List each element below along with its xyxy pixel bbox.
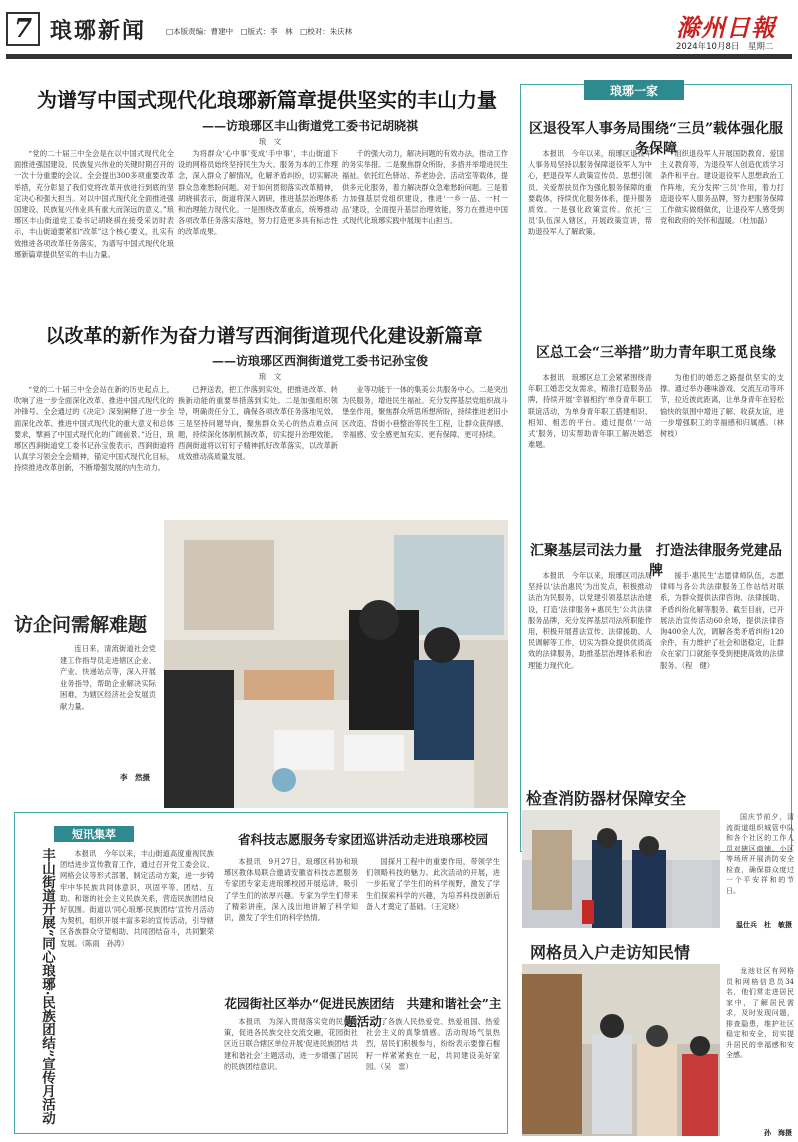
article1-column-2: 为将群众‘心中事’变成‘手中事’，丰山街道下设的网格员始终坚持民生为大、服务为本的工作理念，深入群众了解情况，化解矛盾纠纷，切实解决群众急难愁盼问题。对于如何贯彻落实改革精神，胡晓祺表示，街道将深入调研，推进基层治理体系和治理能力现代化。一是围绕改革重点，统筹推动各项改革任务落实落地，努力打造更多具有标志性的改革成果。 — [178, 149, 338, 237]
short-news2-headline: 省科技志愿服务专家团巡讲活动走进琅琊校园 — [237, 832, 488, 847]
article1-column-1: “党的二十届三中全会是在以中国式现代化全面推进强国建设、民族复兴伟业的关键时期召开的一次十分重要的会议。全会提出300多项重要改革举措，充分彰显了我们党将改革开放进行到底的坚定决心和强大担当。对以中国式现代化全面推进强国建设、民族复兴伟业具有重大而深远的意义。”琅琊区丰山街道党工委书记胡晓祺在接受采访时表示，丰山街道要紧扣“改革”这个核心要义，扎实有效推进各项改革任务落实，为谱写中国式现代化琅琊新篇章提供坚实的丰山力量。 — [14, 149, 174, 259]
visit-photo-image — [164, 520, 508, 808]
visit-photo-title: 访企问需解难题 — [14, 614, 148, 636]
article2-column-1: “党的二十届三中全会站在新的历史起点上，吹响了进一步全面深化改革、推进中国式现代化的冲锋号。全会通过的《决定》深刻阐释了进一步全面深化改革、推进中国式现代化的重大意义和总体要求，擘画了中国式现代化的广阔前景。”近日，琅琊区西涧街道党工委书记孙宝俊表示，西涧街道将认真学习领会全会精神，锚定中国式现代化目标，持续推进改革创新，不断增强发展的内生动力。 — [14, 385, 174, 473]
masthead — [0, 0, 798, 72]
langya-section-tab: 琅琊一家 — [584, 80, 684, 100]
fire-photo-author: 温仕兵 杜 敏摄 — [736, 920, 792, 929]
fire-photo-image — [522, 810, 720, 928]
paper-name: 滁州日報 — [676, 13, 776, 42]
visit-photo-caption: 连日来，清流街道社会党建工作指导员走进辖区企业、产业、快递站点等，深入开展业务指导，帮助企业解决实际困难，为辖区经济社会发展贡献力量。 — [60, 644, 156, 711]
grid-photo-author: 孙 海摄 — [764, 1128, 792, 1137]
short-news2-column-2: 国探月工程中的重要作用，带领学生们领略科技的魅力。此次活动的开展，进一步拓宽了学生们的科学视野，激发了学生们探索科学的兴趣，为培养科技创新后备人才奠定了基础。（王定晓） — [366, 857, 500, 911]
visit-photo-author: 李 然摄 — [120, 773, 150, 782]
short-news3-headline: 花园街社区举办“促进民族团结 共建和谐社会”主题活动 — [224, 996, 502, 1029]
short-news2-column-1: 本报讯 9月27日，琅琊区科协和琅琊区教体局联合邀请安徽省科技志愿服务专家团专家走进琅琊校园开展巡讲，吸引了学生们的浓厚兴趣。专家为学生们带来了精彩讲座，深入浅出地讲解了科学知识，激发了学生们的科学热情。 — [224, 857, 358, 923]
right-article2-column-1: 本报讯 琅琊区总工会紧紧围绕青年职工婚恋交友需求，精准打造服务品牌，持续开展‘幸福相约’单身青年职工联谊活动，为单身青年职工搭建相识、相知、相恋的平台。通过提供‘一站式’服务，切实帮助青年职工解决婚恋难题。 — [528, 373, 652, 450]
page-number: 7 — [6, 12, 40, 46]
fire-photo — [522, 810, 720, 928]
short-news1-vertical-headline: 丰山街道开展“同心琅琊·民族团结”宣传月活动 — [39, 848, 55, 1125]
right-article2-column-2: 为他们的婚恋之路提供坚实的支撑。通过举办趣味游戏、交流互动等环节，拉近彼此距离，让单身青年在轻松愉快的氛围中增进了解、收获友谊，进一步增强职工的幸福感和归属感。（林树枝） — [660, 373, 784, 439]
right-article3-column-2: 援手·惠民生’志愿律师队伍，志愿律师与各公共法律服务工作站结对联系，为群众提供法律咨询、法律援助、矛盾纠纷化解等服务。截至目前，已开展法治宣传活动60余场，提供法律咨询400余人次，调解各类矛盾纠纷120余件，有力维护了社会和谐稳定，让群众在家门口就能享受到便捷高效的法律服务。（程 健） — [660, 571, 784, 670]
paper-date: 2024年10月8日 星期二 — [676, 42, 774, 52]
short-news-tab: 短讯集萃 — [54, 826, 134, 842]
article2-column-3: 业等功能于一体的集美公共服务中心。二是突出为民服务，增进民生福祉。充分发挥基层党组织战斗堡垒作用，聚焦群众所思所想所盼，持续推进老旧小区改造、背街小巷整治等民生工程，让群众获得感、幸福感、安全感更加充实、更有保障、更可持续。 — [342, 385, 508, 439]
right-article2-headline: 区总工会“三举措”助力青年职工觅良缘 — [535, 345, 777, 361]
grid-photo-image — [522, 964, 720, 1136]
article2-subheadline: ——访琅琊区西涧街道党工委书记孙宝俊 — [211, 354, 428, 368]
grid-photo-caption: 龙池社区有网格员和网格信息员34名，他们常走进居民家中，了解居民需求，及时发现问题，排查隐患，维护社区稳定和安全，切实提升居民的幸福感和安全感。 — [726, 967, 794, 1059]
fire-photo-title: 检查消防器材保障安全 — [526, 789, 687, 808]
article1-subheadline: ——访琅琊区丰山街道党工委书记胡晓祺 — [201, 119, 418, 133]
short-news1-body: 本报讯 今年以来，丰山街道高度重视民族团结进步宣传教育工作，通过召开党工委会议、网格会议等形式部署，制定活动方案，进一步铸牢中华民族共同体意识，巩固平等、团结、互助、和谐的社会主义民族关系，营造民族团结良好氛围。街道以‘同心琅琊·民族团结’宣传月活动为契机，组织开展丰富多彩的宣传活动，引导辖区各族群众守望相助、共同团结奋斗，共同繁荣发展。（陈雨 孙涛） — [60, 849, 214, 948]
article2-headline: 以改革的新作为奋力谱写西涧街道现代化建设新篇章 — [45, 325, 483, 347]
right-article1-headline: 区退役军人事务局围绕“三员”载体强化服务保障 — [528, 121, 784, 157]
article2-column-2: 已押送表，把工作落到实处，把推进改革、转换新动能的重要举措落到实处。二是加强组织领导，明确责任分工，确保各项改革任务落地见效。三是坚持问题导向，聚焦群众关心的热点难点问题，持续深化体制机制改革，切实提升治理效能。西涧街道将以钉钉子精神抓好改革落实，以改革新成效推动高质量发展。 — [178, 385, 338, 462]
editors-line: □本版责编：曹建中 □版式：李 林 □校对：朱庆林 — [166, 27, 353, 36]
right-article3-column-1: 本报讯 今年以来，琅琊区司法局坚持以‘法治惠民’为出发点，积极推动法治为民服务，以党建引领基层法治建设，打造‘法律服务+惠民生’公共法律服务品牌，充分发挥基层司法所职能作用，积极开展普法宣传、法律援助、人民调解等工作，切实为群众提供优质高效的法律服务，助推基层治理体系和治理能力现代化。 — [528, 571, 652, 670]
grid-photo — [522, 964, 720, 1136]
masthead-rule — [6, 54, 792, 59]
grid-photo-title: 网格员入户走访知民情 — [530, 943, 691, 962]
right-article1-column-1: 本报讯 今年以来，琅琊区退役军人事务局坚持以服务保障退役军人为中心，把退役军人政策宣传员、思想引领员、关爱帮扶员作为强化服务保障的重要载体，持续优化服务体系，提升服务质效。一是强化政策宣传。依托‘三员’队伍深入辖区，开展政策宣讲，帮助退役军人了解政策。 — [528, 149, 652, 237]
short-news3-column-1: 本报讯 为深入贯彻落实党的民族政策，促进各民族交往交流交融，花园街社区近日联合辖区单位开展‘促进民族团结 共建和谐社会’主题活动，进一步增强了居民的民族团结意识。 — [224, 1017, 358, 1071]
fire-photo-caption: 国庆节前夕，清流街道组织城管中队和各个社区的工作人员对辖区商铺、小区等场所开展消防安全检查，确保群众度过一个平安祥和的节日。 — [726, 813, 794, 895]
right-article3-headline: 汇聚基层司法力量 打造法律服务党建品牌 — [530, 543, 782, 579]
section-name: 琅琊新闻 — [50, 18, 147, 44]
article1-headline: 为谱写中国式现代化琅琊新篇章提供坚实的丰山力量 — [37, 88, 497, 112]
article1-byline: 琅 文 — [258, 137, 282, 146]
short-news3-column-2: 了各族人民热爱党、热爱祖国、热爱社会主义的真挚情感。活动现场气氛热烈，居民们积极参与，纷纷表示要像石榴籽一样紧紧抱在一起，共同建设美好家园。（吴 雷） — [366, 1017, 500, 1071]
article1-column-3: 千的强大动力，解决问题的有效办法，推动工作的务实举措。二是聚焦群众所盼，多措并举增进民生福祉。依托红色驿站、养老协会、活动室等载体，提供多元化服务，着力解决群众急难愁盼问题。三是着力加强基层党组织建设，推进‘一乡一品、一村一品’建设，全面提升基层治理效能，努力在推进中国式现代化琅琊实践中展现丰山担当。 — [342, 149, 508, 226]
right-article1-column-2: 组织退役军人开展国防教育、爱国主义教育等，为退役军人创造优质学习条件和平台。建设退役军人思想政治工作阵地，充分发挥‘三员’作用，着力打造退役军人服务品牌，努力把服务保障工作做实做细做优，让退役军人感受到党和政府的关怀和温暖。（杜加磊） — [660, 149, 784, 226]
visit-photo — [164, 520, 508, 808]
article2-byline: 琅 文 — [258, 372, 282, 381]
